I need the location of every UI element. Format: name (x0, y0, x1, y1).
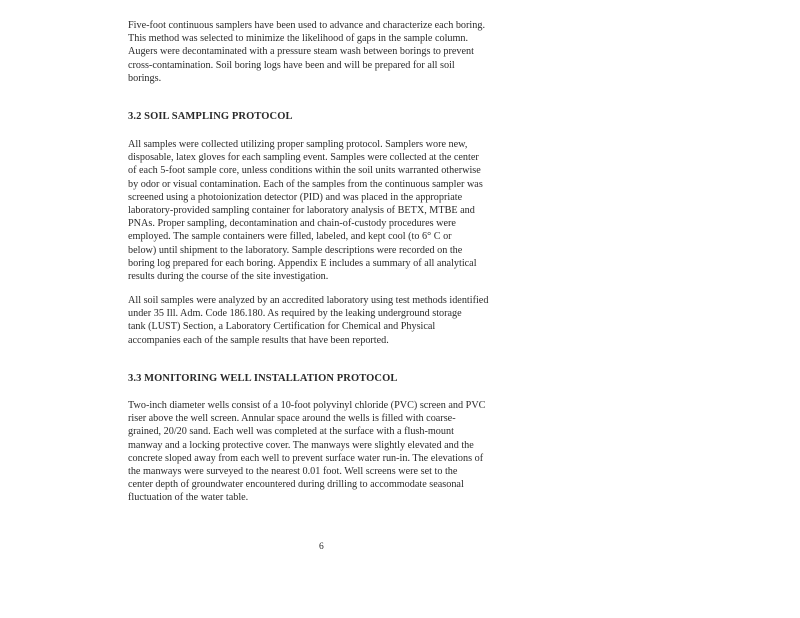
paragraph-line: This method was selected to minimize the likelihood of gaps in the sample column. (128, 33, 469, 45)
paragraph-line: tank (LUST) Section, a Laboratory Certification for Chemical and Physical (128, 321, 436, 333)
paragraph-line: borings. (128, 72, 162, 84)
drilling-method-paragraph (128, 19, 520, 85)
paragraph-line: accompanies each of the sample results that have been reported. (128, 334, 389, 346)
paragraph-line: laboratory-provided sampling container for laboratory analysis of BETX, MTBE and (128, 205, 475, 217)
paragraph-line: grained, 20/20 sand. Each well was completed at the surface with a flush-mount (128, 426, 454, 438)
paragraph-line: Augers were decontaminated with a pressure steam wash between borings to prevent (128, 46, 474, 58)
paragraph-line: results during the course of the site investigation. (128, 271, 329, 283)
section-heading-soil-sampling: 3.2 SOIL SAMPLING PROTOCOL (128, 111, 293, 122)
paragraph-line: All samples were collected utilizing proper sampling protocol. Samplers wore new, (128, 139, 468, 150)
paragraph-line: riser above the well screen. Annular space around the wells is filled with coarse- (128, 413, 456, 425)
paragraph-line: under 35 Ill. Adm. Code 186.180. As required by the leaking underground storage (128, 308, 462, 320)
paragraph-line: boring log prepared for each boring. Appendix E includes a summary of all analytical (128, 257, 477, 269)
section-heading-drilling-method (128, 0, 251, 1)
paragraph-line: employed. The sample containers were filled, labeled, and kept cool (to 6° C or (128, 231, 452, 243)
soil-sampling-paragraph-1 (128, 138, 520, 283)
paragraph-line: Five-foot continuous samplers have been used to advance and characterize each boring. (128, 20, 485, 31)
paragraph-line: screened using a photoionization detector (PID) and was placed in the appropriate (128, 191, 463, 203)
paragraph-line: fluctuation of the water table. (128, 492, 249, 504)
paragraph-line: by odor or visual contamination. Each of the samples from the continuous sampler was (128, 178, 483, 190)
paragraph-line: disposable, latex gloves for each sampling event. Samples were collected at the center (128, 152, 479, 164)
paragraph-line: the manways were surveyed to the nearest 0.01 foot. Well screens were set to the (128, 466, 458, 478)
paragraph-line: below) until shipment to the laboratory. Sample descriptions were recorded on the (128, 244, 463, 256)
monitoring-well-paragraph (128, 399, 520, 505)
section-heading-monitoring-well: 3.3 MONITORING WELL INSTALLATION PROTOCOL (128, 373, 398, 384)
paragraph-line: manway and a locking protective cover. The manways were slightly elevated and the (128, 439, 474, 451)
soil-sampling-paragraph-2 (128, 294, 520, 347)
paragraph-line: PNAs. Proper sampling, decontamination and chain-of-custody procedures were (128, 218, 456, 230)
paragraph-line: of each 5-foot sample core, unless conditions within the soil units warranted otherwise (128, 165, 481, 177)
paragraph-line: center depth of groundwater encountered during drilling to accommodate seasonal (128, 479, 464, 491)
page-number: 6 (319, 542, 324, 552)
paragraph-line: Two-inch diameter wells consist of a 10-foot polyvinyl chloride (PVC) screen and PVC (128, 400, 486, 411)
paragraph-line: concrete sloped away from each well to prevent surface water run-in. The elevations of (128, 452, 484, 464)
paragraph-line: All soil samples were analyzed by an accredited laboratory using test methods identified (128, 295, 489, 306)
paragraph-line: cross-contamination. Soil boring logs have been and will be prepared for all soil (128, 59, 455, 71)
